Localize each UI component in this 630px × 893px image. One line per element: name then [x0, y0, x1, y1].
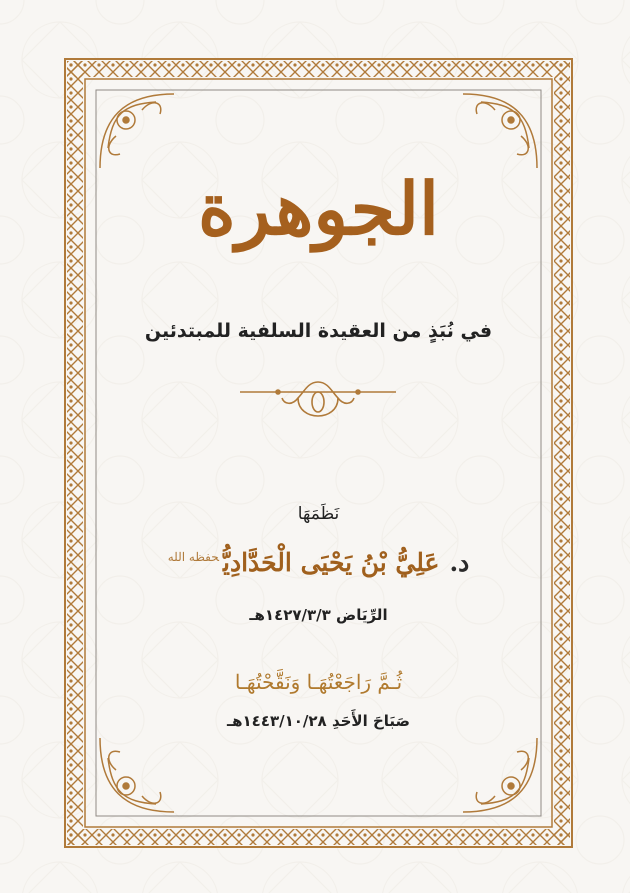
author-line: [64, 548, 573, 577]
composed-by-label: نَظَمَهَا: [297, 504, 340, 524]
revision-note: ثُـمَّ رَاجَعْتُهَـا وَنَقَّحْتُهَـا: [234, 670, 403, 694]
cover-content: [64, 58, 573, 848]
book-subtitle: في نُبَذٍ من العقيدة السلفية للمبتدئين: [144, 320, 493, 342]
author-name: عَلِيُّ بْنُ يَحْيَى الْحَدَّادِيُّ: [223, 548, 440, 577]
place-date: الرِّيَاض ١٤٢٧/٣/٣هـ: [249, 606, 388, 624]
author-honorific: حفظه الله: [167, 550, 219, 564]
revision-date: صَبَاحَ الأَحَدِ ١٤٤٣/١٠/٢٨هـ: [226, 712, 411, 730]
author-title: د.: [449, 548, 470, 577]
book-title: الجوهرة: [197, 166, 440, 251]
ornamental-divider: [238, 376, 398, 422]
